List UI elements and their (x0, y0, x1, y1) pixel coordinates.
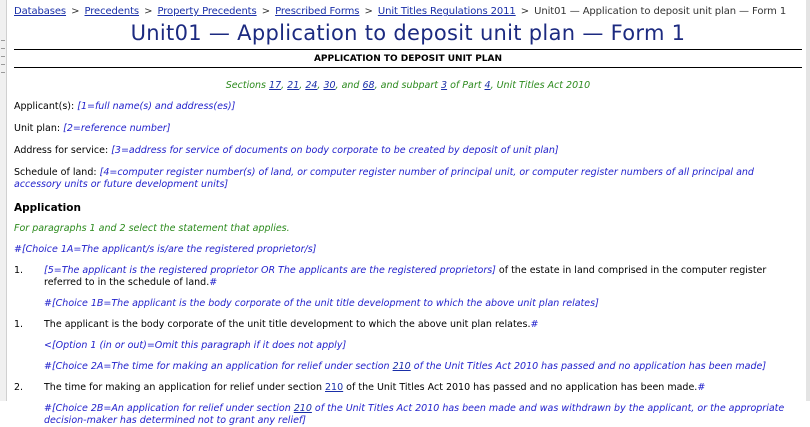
paragraph-text (44, 319, 802, 331)
sections-and: , and (335, 80, 360, 91)
left-frame-edge (0, 0, 7, 401)
frame-tick (1, 56, 5, 57)
breadcrumb-property-precedents[interactable]: Property Precedents (157, 6, 257, 17)
paragraph-text (44, 265, 802, 289)
breadcrumb (14, 6, 802, 17)
choice-2a (14, 361, 802, 373)
page-title: Unit01 — Application to deposit unit plan — Form 1 (130, 21, 686, 45)
subpart-link[interactable]: 3 (441, 80, 448, 91)
hash-marker: # (209, 277, 218, 288)
document-content (14, 0, 802, 427)
applicant-placeholder: [1=full name(s) and address(es)] (77, 101, 236, 112)
sections-prefix: Sections (225, 80, 266, 91)
section-link[interactable]: 21 (287, 80, 300, 91)
choice-2b (14, 403, 802, 427)
frame-tick (1, 40, 5, 41)
hash-marker: # (530, 319, 539, 330)
choice-1b: #[Choice 1B=The applicant is the body corporate of the unit title development to which the above unit plan relates] (44, 298, 599, 309)
paragraph-1 (14, 265, 802, 289)
paragraph-number: 2. (14, 382, 24, 393)
proprietor-placeholder: [5=The applicant is the registered proprietor OR The applicants are the registered proprietors] (44, 265, 496, 276)
paragraph-number: 1. (14, 265, 24, 276)
address-field (14, 145, 802, 157)
frame-tick (1, 72, 5, 73)
breadcrumb-precedents[interactable]: Precedents (84, 6, 140, 17)
application-heading: Application (14, 202, 81, 214)
breadcrumb-unit-titles-regulations[interactable]: Unit Titles Regulations 2011 (377, 6, 516, 17)
paragraph-number: 1. (14, 319, 24, 330)
choice-2b-pre: #[Choice 2B=An application for relief under section (44, 403, 294, 414)
right-scrollbar[interactable] (806, 0, 810, 401)
schedule-placeholder: [4=computer register number(s) of land, or computer register number of principal unit, or computer register numbers of all principal and accessory units or future development units] (14, 167, 754, 190)
selection-note: For paragraphs 1 and 2 select the statement that applies. (14, 223, 290, 234)
form-header: APPLICATION TO DEPOSIT UNIT PLAN (14, 49, 802, 68)
section-link[interactable]: 68 (362, 80, 375, 91)
section-210-link[interactable]: 210 (325, 382, 344, 393)
section-210-link[interactable]: 210 (293, 403, 312, 414)
breadcrumb-separator: > (520, 6, 530, 17)
paragraph-1-text: of the estate in land comprised in the computer register referred to in the schedule of land. (44, 265, 767, 288)
paragraph-2-post: of the Unit Titles Act 2010 has passed and no application has been made. (343, 382, 698, 393)
paragraph-2 (14, 382, 802, 394)
unit-plan-label: Unit plan: (14, 123, 61, 134)
sections-suffix: , Unit Titles Act 2010 (490, 80, 591, 91)
paragraph-1b (14, 319, 802, 331)
choice-2a-post: of the Unit Titles Act 2010 has passed and no application has been made] (410, 361, 767, 372)
breadcrumb-separator: > (261, 6, 270, 17)
address-label: Address for service: (14, 145, 109, 156)
choice-1a: #[Choice 1A=The applicant/s is/are the registered proprietor/s] (14, 244, 317, 255)
breadcrumb-databases[interactable]: Databases (14, 6, 67, 17)
option-1: <[Option 1 (in or out)=Omit this paragraph if it does not apply] (44, 340, 347, 351)
paragraph-1b-text: The applicant is the body corporate of the unit title development to which the above unit plan relates. (44, 319, 531, 330)
sections-of-part: of Part (450, 80, 482, 91)
breadcrumb-prescribed-forms[interactable]: Prescribed Forms (275, 6, 360, 17)
section-link[interactable]: 24 (305, 80, 318, 91)
paragraph-text (44, 382, 802, 394)
paragraph-2-pre: The time for making an application for relief under section (44, 382, 326, 393)
breadcrumb-separator: > (71, 6, 80, 17)
sections-mid: , and subpart (374, 80, 439, 91)
unit-plan-placeholder: [2=reference number] (63, 123, 171, 134)
choice-2a-pre: #[Choice 2A=The time for making an application for relief under section (44, 361, 393, 372)
sections-reference: Sections 17, 21, 24, 30, and 68, and subpart 3 of Part 4, Unit Titles Act 2010 (225, 80, 591, 91)
part-link[interactable]: 4 (484, 80, 491, 91)
choice-2b-post: of the Unit Titles Act 2010 has been made and was withdrawn by the applicant, or the appropriate decision-maker has determined not to grant any relief] (44, 403, 785, 426)
breadcrumb-separator: > (144, 6, 153, 17)
applicant-field (14, 101, 802, 113)
unit-plan-field (14, 123, 802, 135)
frame-tick (1, 48, 5, 49)
section-210-link[interactable]: 210 (392, 361, 411, 372)
breadcrumb-separator: > (364, 6, 373, 17)
frame-tick (1, 64, 5, 65)
section-link[interactable]: 17 (269, 80, 282, 91)
section-link[interactable]: 30 (323, 80, 336, 91)
breadcrumb-current: Unit01 — Application to deposit unit plan — Form 1 (534, 6, 787, 17)
hash-marker: # (697, 382, 706, 393)
schedule-label: Schedule of land: (14, 167, 97, 178)
schedule-field (14, 167, 802, 191)
applicant-label: Applicant(s): (14, 101, 75, 112)
address-placeholder: [3=address for service of documents on body corporate to be created by deposit of unit plan] (111, 145, 559, 156)
